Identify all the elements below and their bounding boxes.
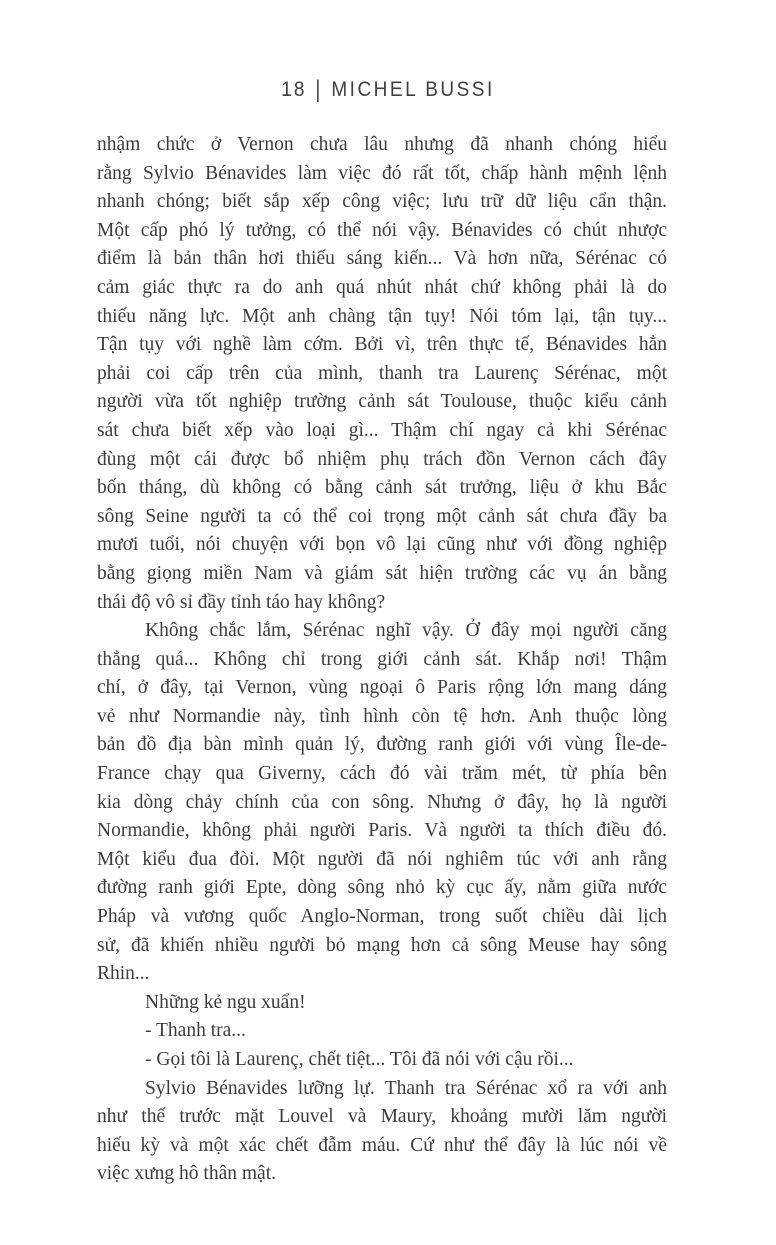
text-line: - Gọi tôi là Laurenç, chết tiệt... Tôi đã nói với cậu rồi... xyxy=(145,1049,574,1070)
text-line: vẻ như Normandie này, tình hình còn tệ hơn. Anh thuộc lòng xyxy=(97,705,667,727)
text-line: Không chắc lắm, Sérénac nghĩ vậy. Ở đây mọi người căng xyxy=(145,620,667,642)
text-line: người vừa tốt nghiệp trường cảnh sát Toulouse, thuộc kiểu cảnh xyxy=(97,391,667,413)
text-line: đường ranh giới Epte, dòng sông nhỏ kỳ cục ấy, nằm giữa nước xyxy=(97,877,667,899)
running-header xyxy=(0,78,776,103)
text-line: Tận tụy với nghề làm cớm. Bởi vì, trên thực tế, Bénavides hẳn xyxy=(97,334,667,356)
text-line: bản đồ địa bàn mình quản lý, đường ranh giới với vùng Île-de- xyxy=(97,734,667,756)
running-title: MICHEL BUSSI xyxy=(331,78,495,102)
page-number: 18 xyxy=(281,78,307,102)
text-line: đùng một cái được bổ nhiệm phụ trách đồn Vernon cách đây xyxy=(97,448,667,470)
text-line: chí, ở đây, tại Vernon, vùng ngoại ô Paris rộng lớn mang dáng xyxy=(97,677,667,699)
text-line: sử, đã khiến nhiều người bỏ mạng hơn cả sông Meuse hay sông xyxy=(97,934,667,956)
text-line: phải coi cấp trên của mình, thanh tra Laurenç Sérénac, một xyxy=(97,362,667,384)
text-line: như thế trước mặt Louvel và Maury, khoảng mười lăm người xyxy=(97,1106,667,1128)
text-line: Pháp và vương quốc Anglo-Norman, trong suốt chiều dài lịch xyxy=(97,906,667,928)
text-line: Một kiểu đua đòi. Một người đã nói nghiêm túc với anh rằng xyxy=(97,848,667,870)
text-line: rằng Sylvio Bénavides làm việc đó rất tốt, chấp hành mệnh lệnh xyxy=(97,162,667,184)
text-line: France chạy qua Giverny, cách đó vài trăm mét, từ phía bên xyxy=(97,763,667,785)
header-separator: | xyxy=(315,76,323,104)
text-line: sát chưa biết xếp vào loại gì... Thậm chí ngay cả khi Sérénac xyxy=(97,419,667,441)
paragraph xyxy=(97,131,667,617)
text-line: Những kẻ ngu xuẩn! xyxy=(145,991,306,1013)
text-line: thiếu năng lực. Một anh chàng tận tụy! Nói tóm lại, tận tụy... xyxy=(97,305,667,327)
text-line: nhậm chức ở Vernon chưa lâu nhưng đã nhanh chóng hiểu xyxy=(97,134,667,155)
text-line: điểm là bản thân hơi thiếu sáng kiến... Và hơn nữa, Sérénac có xyxy=(97,248,667,270)
text-line: - Thanh tra... xyxy=(145,1020,246,1042)
text-line: Một cấp phó lý tưởng, có thể nói vậy. Bénavides có chút nhược xyxy=(97,219,667,241)
text-line: bốn tháng, dù không có bằng cảnh sát trưởng, liệu ở khu Bắc xyxy=(97,477,667,499)
text-line: kia dòng chảy chính của con sông. Nhưng ở đây, họ là người xyxy=(97,791,667,813)
text-line: việc xưng hô thân mật. xyxy=(97,1163,276,1185)
text-line: Rhin... xyxy=(97,963,150,985)
text-line: Normandie, không phải người Paris. Và người ta thích điều đó. xyxy=(97,820,667,842)
text-line: nhanh chóng; biết sắp xếp công việc; lưu trữ dữ liệu cẩn thận. xyxy=(97,191,667,213)
paragraph xyxy=(97,1017,667,1046)
text-line: Sylvio Bénavides lưỡng lự. Thanh tra Sérénac xổ ra với anh xyxy=(145,1077,667,1099)
paragraph xyxy=(97,1075,667,1189)
text-body xyxy=(97,131,667,1189)
text-line: mươi tuổi, nói chuyện với bọn vô lại cũng như với đồng nghiệp xyxy=(97,534,667,556)
paragraph xyxy=(97,617,667,989)
text-line: cảm giác thực ra do anh quá nhút nhát chứ không phải là do xyxy=(97,276,667,298)
paragraph xyxy=(97,1046,667,1075)
text-line: bằng giọng miền Nam và giám sát hiện trường các vụ án bằng xyxy=(97,562,667,584)
text-line: thái độ vô sỉ đầy tỉnh táo hay không? xyxy=(97,591,386,613)
text-line: hiếu kỳ và một xác chết đẫm máu. Cứ như thể đây là lúc nói về xyxy=(97,1134,667,1156)
text-line: sông Seine người ta có thể coi trọng một cảnh sát chưa đầy ba xyxy=(97,505,667,527)
paragraph xyxy=(97,989,667,1018)
text-line: thẳng quá... Không chỉ trong giới cảnh sát. Khắp nơi! Thậm xyxy=(97,648,667,670)
